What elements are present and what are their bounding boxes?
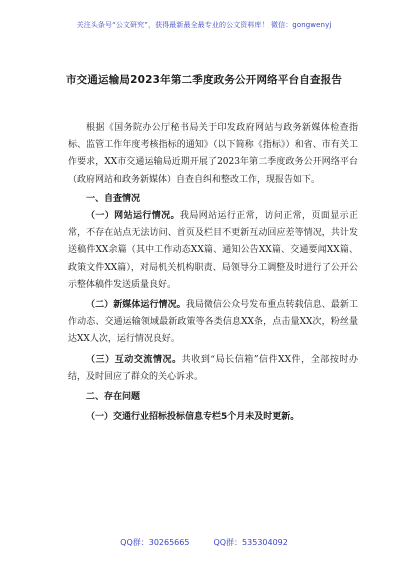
qq-group-2: QQ群：535304092 bbox=[213, 538, 288, 547]
paragraph-text: 共收到“局长信箱”信件XX件，全部按时办结，及时回应了群众的关心诉求。 bbox=[68, 354, 358, 382]
paragraph-lead: （一）网站运行情况。 bbox=[86, 211, 180, 222]
section-heading-self-inspection: 一、自查情况 bbox=[86, 193, 141, 204]
paragraph-lead: （二）新媒体运行情况。 bbox=[86, 300, 186, 311]
footer-contacts bbox=[0, 537, 408, 548]
problem-item: （一）交通行业招标投标信息专栏5个月未及时更新。 bbox=[86, 412, 300, 423]
paragraph-interaction bbox=[68, 352, 358, 386]
paragraph-new-media bbox=[68, 297, 358, 349]
paragraph-text: 我局网站运行正常，访问正常，页面显示正常，不存在站点无法访问、首页及栏目不更新互动回应差等情况，共计发送稿件XX余篇（其中工作动态XX篇、通知公告XX篇、交通要闻XX篇、政策文件XX篇），对局机关机构职责、局领导分工调整及时进行了公开公示整体稿件发送质量良好。 bbox=[68, 211, 358, 290]
paragraph-lead: （三）互动交流情况。 bbox=[86, 354, 182, 365]
promo-banner: 关注头条号“公文研究”，获得最新最全最专业的公文资料库！ 微信：gongwenyj bbox=[76, 21, 332, 29]
document-title: 市交通运输局2023年第二季度政务公开网络平台自查报告 bbox=[65, 74, 343, 86]
document-body bbox=[68, 120, 358, 426]
paragraph-text: 我局微信公众号发布重点转载信息、最新工作动态、交通运输领域最新政策等各类信息XX条，点击量XX次，粉丝量达XX人次，运行情况良好。 bbox=[68, 300, 358, 345]
qq-group-1: QQ群：30265665 bbox=[120, 538, 190, 547]
intro-paragraph: 根据《国务院办公厅秘书局关于印发政府网站与政务新媒体检查指标、监管工作年度考核指标的通知》（以下简称《指标》）和省、市有关工作要求，XX市交通运输局近期开展了2023年第二季度政务公开网络平台（政府网站和政务新媒体）自查自纠和整改工作，现报告如下。 bbox=[68, 123, 358, 185]
paragraph-website bbox=[68, 208, 358, 294]
section-heading-problems: 二、存在问题 bbox=[86, 392, 141, 403]
